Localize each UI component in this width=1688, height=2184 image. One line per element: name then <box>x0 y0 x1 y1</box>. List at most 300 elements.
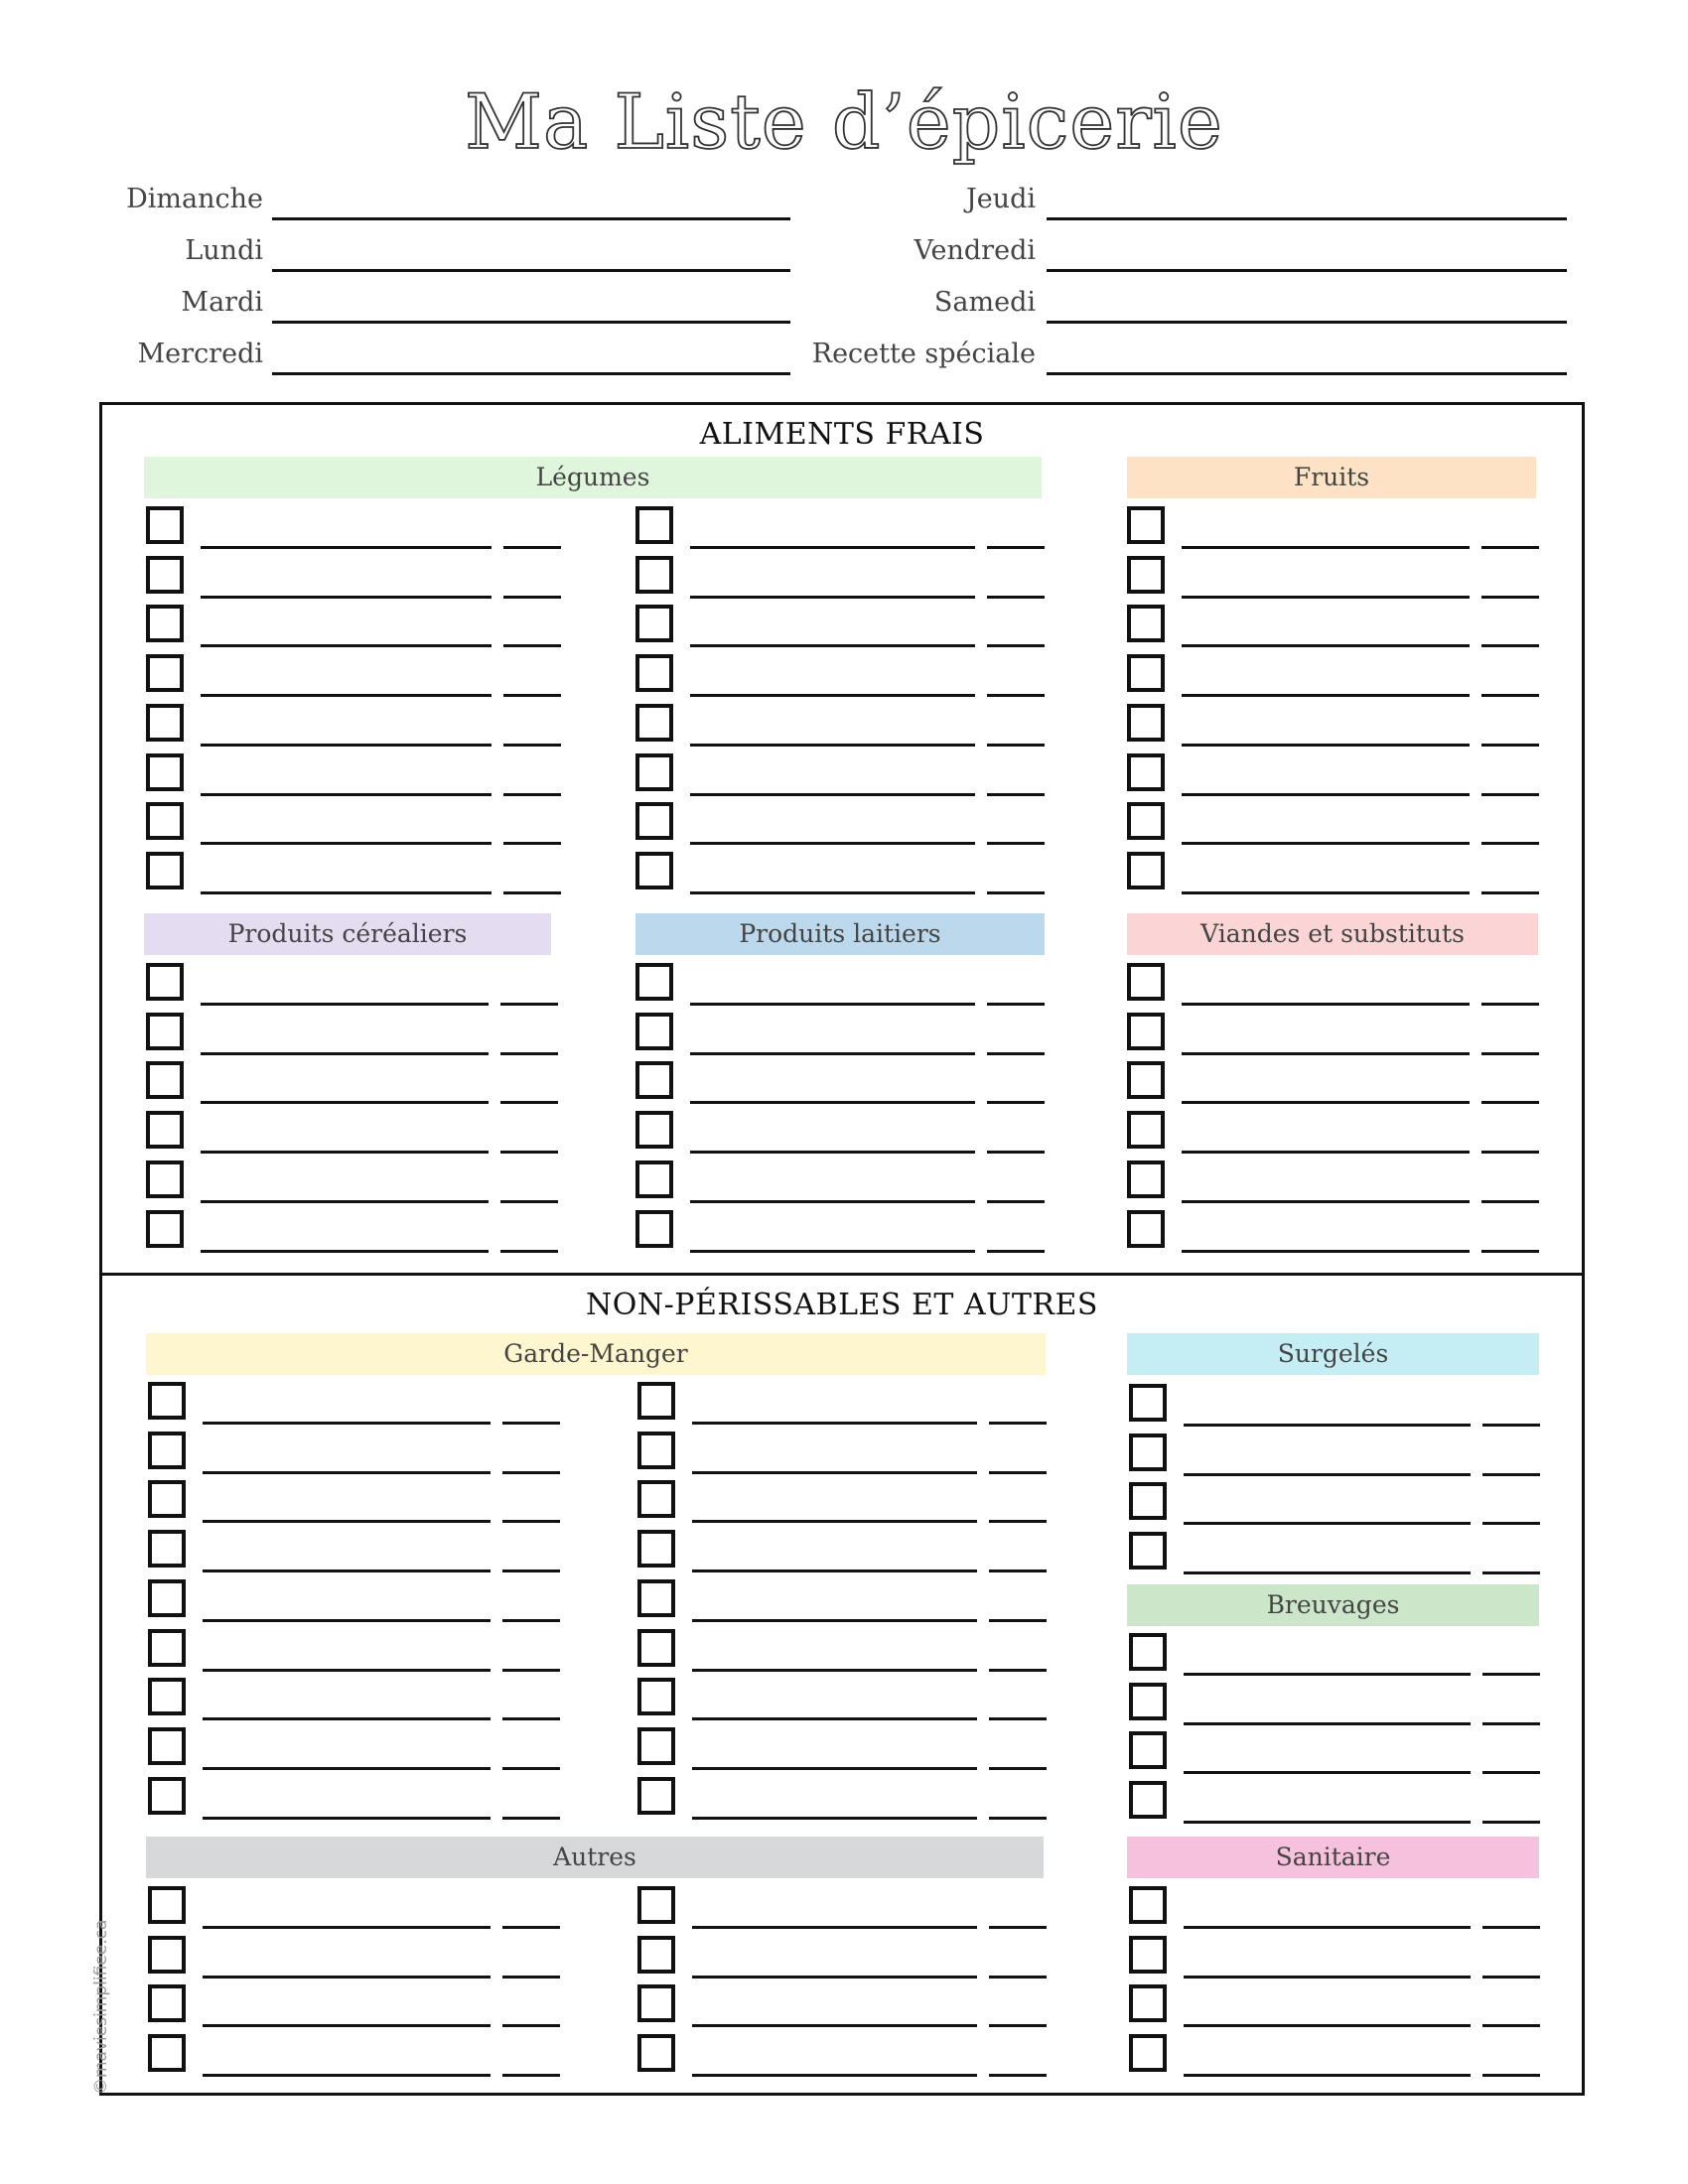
checkbox[interactable] <box>148 1432 186 1469</box>
quantity-line[interactable] <box>987 1200 1045 1203</box>
item-line[interactable] <box>1182 891 1470 894</box>
checkbox[interactable] <box>637 1678 675 1715</box>
checkbox[interactable] <box>148 1777 186 1815</box>
checkbox[interactable] <box>637 1530 675 1568</box>
item-line[interactable] <box>1184 1473 1471 1476</box>
checkbox[interactable] <box>146 1210 184 1248</box>
item-line[interactable] <box>203 1422 491 1425</box>
quantity-line[interactable] <box>502 1669 560 1672</box>
item-line[interactable] <box>690 1003 975 1006</box>
checklist-row <box>148 1777 560 1827</box>
quantity-line[interactable] <box>503 596 561 599</box>
category-cereales: Produits céréaliers <box>144 913 551 955</box>
checkbox[interactable] <box>637 1629 675 1667</box>
quantity-line[interactable] <box>502 1570 560 1572</box>
quantity-line[interactable] <box>502 1817 560 1820</box>
checkbox[interactable] <box>1127 506 1165 544</box>
quantity-line[interactable] <box>1482 1424 1540 1427</box>
item-line[interactable] <box>1184 1424 1471 1427</box>
checkbox[interactable] <box>148 1984 186 2022</box>
checklist-row <box>1129 1384 1540 1433</box>
day-line[interactable] <box>272 321 790 324</box>
quantity-line[interactable] <box>502 1471 560 1474</box>
checklist-row <box>148 1936 560 1985</box>
checkbox[interactable] <box>635 605 673 642</box>
item-line[interactable] <box>1184 1771 1471 1774</box>
checkbox[interactable] <box>635 963 673 1001</box>
autres-col-2 <box>637 1886 1047 2084</box>
checkbox[interactable] <box>1129 1984 1167 2022</box>
item-line[interactable] <box>1182 1250 1470 1253</box>
checkbox[interactable] <box>146 852 184 889</box>
item-line[interactable] <box>201 694 492 697</box>
quantity-line[interactable] <box>1481 1003 1539 1006</box>
checkbox[interactable] <box>635 654 673 692</box>
quantity-line[interactable] <box>502 1422 560 1425</box>
checkbox[interactable] <box>1127 1210 1165 1248</box>
checkbox[interactable] <box>148 2034 186 2072</box>
quantity-line[interactable] <box>500 1003 558 1006</box>
quantity-line[interactable] <box>502 1926 560 1929</box>
checkbox[interactable] <box>1129 1633 1167 1671</box>
viandes-col <box>1127 963 1539 1259</box>
quantity-line[interactable] <box>503 744 561 747</box>
quantity-line[interactable] <box>1481 596 1539 599</box>
checklist-row <box>148 1984 560 2034</box>
quantity-line[interactable] <box>987 1101 1045 1104</box>
item-line[interactable] <box>201 793 492 796</box>
quantity-line[interactable] <box>989 1817 1047 1820</box>
item-line[interactable] <box>690 744 975 747</box>
item-line[interactable] <box>201 891 492 894</box>
checkbox[interactable] <box>1127 1160 1165 1198</box>
item-line[interactable] <box>1182 596 1470 599</box>
checkbox[interactable] <box>1127 1111 1165 1149</box>
quantity-line[interactable] <box>989 2074 1047 2077</box>
quantity-line[interactable] <box>502 2024 560 2027</box>
quantity-line[interactable] <box>1482 1926 1540 1929</box>
quantity-line[interactable] <box>500 1250 558 1253</box>
checkbox[interactable] <box>1129 1482 1167 1520</box>
item-line[interactable] <box>203 1669 491 1672</box>
item-line[interactable] <box>201 596 492 599</box>
checkbox[interactable] <box>635 506 673 544</box>
checkbox[interactable] <box>1127 654 1165 692</box>
checkbox[interactable] <box>148 1382 186 1420</box>
checklist-row <box>146 1210 558 1260</box>
quantity-line[interactable] <box>500 1151 558 1154</box>
item-line[interactable] <box>692 2024 977 2027</box>
checkbox[interactable] <box>635 852 673 889</box>
checklist-row <box>1127 506 1539 556</box>
quantity-line[interactable] <box>1482 2074 1540 2077</box>
day-label: Recette spéciale <box>811 339 1036 369</box>
checkbox[interactable] <box>635 1160 673 1198</box>
checklist-row <box>146 753 561 803</box>
day-line[interactable] <box>272 217 790 220</box>
checklist-row <box>1129 1482 1540 1532</box>
quantity-line[interactable] <box>500 1200 558 1203</box>
item-line[interactable] <box>692 2074 977 2077</box>
quantity-line[interactable] <box>1482 1722 1540 1725</box>
checkbox[interactable] <box>637 1579 675 1617</box>
checkbox[interactable] <box>148 1678 186 1715</box>
item-line[interactable] <box>1184 1571 1471 1574</box>
quantity-line[interactable] <box>1481 793 1539 796</box>
quantity-line[interactable] <box>987 596 1045 599</box>
checkbox[interactable] <box>637 1382 675 1420</box>
checkbox[interactable] <box>1127 1013 1165 1050</box>
item-line[interactable] <box>1184 2024 1471 2027</box>
quantity-line[interactable] <box>1481 842 1539 845</box>
checkbox[interactable] <box>146 1013 184 1050</box>
item-line[interactable] <box>692 1471 977 1474</box>
checkbox[interactable] <box>1129 2034 1167 2072</box>
quantity-line[interactable] <box>1482 1473 1540 1476</box>
day-label: Jeudi <box>965 184 1036 214</box>
checkbox[interactable] <box>1129 1433 1167 1471</box>
quantity-line[interactable] <box>989 1767 1047 1770</box>
day-line[interactable] <box>1047 372 1567 375</box>
quantity-line[interactable] <box>502 2074 560 2077</box>
item-line[interactable] <box>203 1817 491 1820</box>
quantity-line[interactable] <box>987 546 1045 549</box>
checkbox[interactable] <box>146 1111 184 1149</box>
item-line[interactable] <box>690 793 975 796</box>
checklist-row <box>637 1886 1047 1936</box>
checkbox[interactable] <box>637 1480 675 1518</box>
quantity-line[interactable] <box>503 644 561 647</box>
quantity-line[interactable] <box>500 1052 558 1055</box>
checklist-row <box>1129 1886 1540 1936</box>
item-line[interactable] <box>690 644 975 647</box>
quantity-line[interactable] <box>1482 1821 1540 1824</box>
quantity-line[interactable] <box>989 1669 1047 1672</box>
checkbox[interactable] <box>146 1061 184 1099</box>
checkbox[interactable] <box>1127 802 1165 840</box>
checkbox[interactable] <box>146 1160 184 1198</box>
checkbox[interactable] <box>637 1886 675 1924</box>
quantity-line[interactable] <box>500 1101 558 1104</box>
item-line[interactable] <box>692 1619 977 1622</box>
checkbox[interactable] <box>635 1013 673 1050</box>
quantity-line[interactable] <box>1482 1522 1540 1525</box>
item-line[interactable] <box>201 744 492 747</box>
item-line[interactable] <box>690 1052 975 1055</box>
quantity-line[interactable] <box>503 546 561 549</box>
quantity-line[interactable] <box>1482 1976 1540 1979</box>
checklist-row <box>635 802 1045 852</box>
quantity-line[interactable] <box>987 694 1045 697</box>
checklist-row <box>146 802 561 852</box>
item-line[interactable] <box>692 1520 977 1523</box>
item-line[interactable] <box>1182 1003 1470 1006</box>
checklist-row <box>1127 556 1539 606</box>
checklist-row <box>1127 1061 1539 1111</box>
item-line[interactable] <box>1184 1976 1471 1979</box>
item-line[interactable] <box>201 1200 489 1203</box>
checkbox[interactable] <box>148 1936 186 1974</box>
quantity-line[interactable] <box>1481 891 1539 894</box>
item-line[interactable] <box>690 1151 975 1154</box>
quantity-line[interactable] <box>987 1151 1045 1154</box>
surgeles-col <box>1129 1384 1540 1581</box>
quantity-line[interactable] <box>1482 1771 1540 1774</box>
day-label: Mercredi <box>137 339 263 369</box>
checkbox[interactable] <box>1129 1683 1167 1720</box>
checkbox[interactable] <box>637 1984 675 2022</box>
checklist-row <box>146 506 561 556</box>
checklist-row <box>635 1111 1045 1160</box>
item-line[interactable] <box>203 1767 491 1770</box>
item-line[interactable] <box>1182 842 1470 845</box>
item-line[interactable] <box>690 842 975 845</box>
item-line[interactable] <box>1182 546 1470 549</box>
category-viandes: Viandes et substituts <box>1127 913 1538 955</box>
quantity-line[interactable] <box>1481 744 1539 747</box>
quantity-line[interactable] <box>987 891 1045 894</box>
checkbox[interactable] <box>1129 1384 1167 1422</box>
checkbox[interactable] <box>148 1530 186 1568</box>
item-line[interactable] <box>692 1570 977 1572</box>
checklist-row <box>1127 1210 1539 1260</box>
checklist-row <box>148 1727 560 1777</box>
quantity-line[interactable] <box>987 842 1045 845</box>
checkbox[interactable] <box>637 1727 675 1765</box>
quantity-line[interactable] <box>989 1976 1047 1979</box>
quantity-line[interactable] <box>989 1619 1047 1622</box>
checklist-row <box>148 2034 560 2084</box>
quantity-line[interactable] <box>503 891 561 894</box>
credit-text: ©maviesimplifiee.ca <box>91 1919 111 2095</box>
checkbox[interactable] <box>635 1210 673 1248</box>
checkbox[interactable] <box>148 1629 186 1667</box>
checkbox[interactable] <box>1127 556 1165 594</box>
checkbox[interactable] <box>146 963 184 1001</box>
checkbox[interactable] <box>1129 1532 1167 1570</box>
quantity-line[interactable] <box>502 1717 560 1720</box>
item-line[interactable] <box>692 1976 977 1979</box>
quantity-line[interactable] <box>1481 546 1539 549</box>
checkbox[interactable] <box>146 605 184 642</box>
quantity-line[interactable] <box>1481 1250 1539 1253</box>
item-line[interactable] <box>1182 694 1470 697</box>
item-line[interactable] <box>1182 1052 1470 1055</box>
quantity-line[interactable] <box>502 1767 560 1770</box>
item-line[interactable] <box>203 2024 491 2027</box>
quantity-line[interactable] <box>1481 644 1539 647</box>
quantity-line[interactable] <box>987 1250 1045 1253</box>
quantity-line[interactable] <box>989 1520 1047 1523</box>
item-line[interactable] <box>203 2074 491 2077</box>
legumes-col-1 <box>146 506 561 901</box>
garde-manger-col-1 <box>148 1382 560 1826</box>
item-line[interactable] <box>201 1003 489 1006</box>
item-line[interactable] <box>690 546 975 549</box>
quantity-line[interactable] <box>502 1619 560 1622</box>
checkbox[interactable] <box>637 2034 675 2072</box>
item-line[interactable] <box>692 1926 977 1929</box>
checklist-row <box>146 1061 558 1111</box>
checkbox[interactable] <box>635 753 673 791</box>
quantity-line[interactable] <box>1481 1052 1539 1055</box>
quantity-line[interactable] <box>1481 1101 1539 1104</box>
item-line[interactable] <box>201 1052 489 1055</box>
item-line[interactable] <box>690 891 975 894</box>
quantity-line[interactable] <box>1481 694 1539 697</box>
item-line[interactable] <box>201 842 492 845</box>
section-title: NON-PÉRISSABLES ET AUTRES <box>586 1288 1098 1322</box>
item-line[interactable] <box>203 1520 491 1523</box>
checklist-row <box>1129 1633 1540 1683</box>
quantity-line[interactable] <box>989 2024 1047 2027</box>
checkbox[interactable] <box>1127 605 1165 642</box>
sanitaire-col <box>1129 1886 1540 2084</box>
item-line[interactable] <box>1184 1522 1471 1525</box>
checkbox[interactable] <box>1127 704 1165 742</box>
quantity-line[interactable] <box>989 1717 1047 1720</box>
checkbox[interactable] <box>146 704 184 742</box>
item-line[interactable] <box>1184 2074 1471 2077</box>
category-sanitaire: Sanitaire <box>1127 1837 1539 1878</box>
quantity-line[interactable] <box>1482 1571 1540 1574</box>
checkbox[interactable] <box>1129 1731 1167 1769</box>
legumes-col-2 <box>635 506 1045 901</box>
quantity-line[interactable] <box>989 1926 1047 1929</box>
quantity-line[interactable] <box>502 1520 560 1523</box>
item-line[interactable] <box>201 1250 489 1253</box>
item-line[interactable] <box>201 1101 489 1104</box>
checkbox[interactable] <box>1129 1936 1167 1974</box>
item-line[interactable] <box>690 1250 975 1253</box>
checklist-row <box>637 1936 1047 1985</box>
quantity-line[interactable] <box>1481 1151 1539 1154</box>
quantity-line[interactable] <box>989 1422 1047 1425</box>
checkbox[interactable] <box>148 1579 186 1617</box>
checkbox[interactable] <box>1127 963 1165 1001</box>
category-autres: Autres <box>146 1837 1044 1878</box>
checklist-row <box>148 1432 560 1481</box>
quantity-line[interactable] <box>987 744 1045 747</box>
item-line[interactable] <box>1184 1926 1471 1929</box>
item-line[interactable] <box>1182 1151 1470 1154</box>
day-line[interactable] <box>1047 269 1567 272</box>
day-line[interactable] <box>1047 217 1567 220</box>
checkbox[interactable] <box>146 506 184 544</box>
checkbox[interactable] <box>637 1432 675 1469</box>
item-line[interactable] <box>692 1767 977 1770</box>
checkbox[interactable] <box>1127 1061 1165 1099</box>
checkbox[interactable] <box>146 556 184 594</box>
day-line[interactable] <box>272 372 790 375</box>
quantity-line[interactable] <box>1482 2024 1540 2027</box>
checkbox[interactable] <box>148 1480 186 1518</box>
checklist-row <box>1127 852 1539 901</box>
quantity-line[interactable] <box>503 793 561 796</box>
item-line[interactable] <box>203 1717 491 1720</box>
checklist-row <box>637 1530 1047 1579</box>
item-line[interactable] <box>201 546 492 549</box>
category-garde-manger: Garde-Manger <box>146 1333 1046 1375</box>
item-line[interactable] <box>201 1151 489 1154</box>
item-line[interactable] <box>1182 644 1470 647</box>
checkbox[interactable] <box>1129 1781 1167 1819</box>
checkbox[interactable] <box>146 654 184 692</box>
item-line[interactable] <box>690 1200 975 1203</box>
item-line[interactable] <box>201 644 492 647</box>
quantity-line[interactable] <box>503 694 561 697</box>
quantity-line[interactable] <box>502 1976 560 1979</box>
item-line[interactable] <box>1182 1200 1470 1203</box>
quantity-line[interactable] <box>989 1570 1047 1572</box>
item-line[interactable] <box>203 1471 491 1474</box>
checkbox[interactable] <box>1129 1886 1167 1924</box>
checkbox[interactable] <box>635 1111 673 1149</box>
day-line[interactable] <box>1047 321 1567 324</box>
item-line[interactable] <box>692 1717 977 1720</box>
quantity-line[interactable] <box>503 842 561 845</box>
item-line[interactable] <box>1184 1673 1471 1676</box>
checklist-row <box>146 704 561 753</box>
checklist-row <box>146 1160 558 1210</box>
item-line[interactable] <box>1184 1821 1471 1824</box>
item-line[interactable] <box>203 1570 491 1572</box>
checkbox[interactable] <box>635 556 673 594</box>
checkbox[interactable] <box>1127 852 1165 889</box>
quantity-line[interactable] <box>1481 1200 1539 1203</box>
quantity-line[interactable] <box>987 644 1045 647</box>
checkbox[interactable] <box>148 1727 186 1765</box>
item-line[interactable] <box>203 1976 491 1979</box>
checklist-row <box>635 1210 1045 1260</box>
quantity-line[interactable] <box>987 1003 1045 1006</box>
checklist-row <box>635 1160 1045 1210</box>
checkbox[interactable] <box>637 1936 675 1974</box>
quantity-line[interactable] <box>1482 1673 1540 1676</box>
checkbox[interactable] <box>637 1777 675 1815</box>
checkbox[interactable] <box>635 704 673 742</box>
item-line[interactable] <box>692 1669 977 1672</box>
checkbox[interactable] <box>1127 753 1165 791</box>
checklist-row <box>1129 1936 1540 1985</box>
day-line[interactable] <box>272 269 790 272</box>
item-line[interactable] <box>203 1619 491 1622</box>
item-line[interactable] <box>690 596 975 599</box>
item-line[interactable] <box>692 1817 977 1820</box>
item-line[interactable] <box>1182 793 1470 796</box>
item-line[interactable] <box>690 1101 975 1104</box>
item-line[interactable] <box>690 694 975 697</box>
item-line[interactable] <box>203 1926 491 1929</box>
checkbox[interactable] <box>146 753 184 791</box>
checkbox[interactable] <box>635 1061 673 1099</box>
quantity-line[interactable] <box>987 1052 1045 1055</box>
item-line[interactable] <box>1182 744 1470 747</box>
checkbox[interactable] <box>148 1886 186 1924</box>
quantity-line[interactable] <box>989 1471 1047 1474</box>
checkbox[interactable] <box>146 802 184 840</box>
checklist-row <box>148 1382 560 1432</box>
item-line[interactable] <box>692 1422 977 1425</box>
quantity-line[interactable] <box>987 793 1045 796</box>
checklist-row <box>148 1629 560 1679</box>
checkbox[interactable] <box>635 802 673 840</box>
checklist-row <box>1127 1160 1539 1210</box>
item-line[interactable] <box>1182 1101 1470 1104</box>
item-line[interactable] <box>1184 1722 1471 1725</box>
checklist-row <box>1129 1731 1540 1781</box>
checklist-row <box>635 1061 1045 1111</box>
